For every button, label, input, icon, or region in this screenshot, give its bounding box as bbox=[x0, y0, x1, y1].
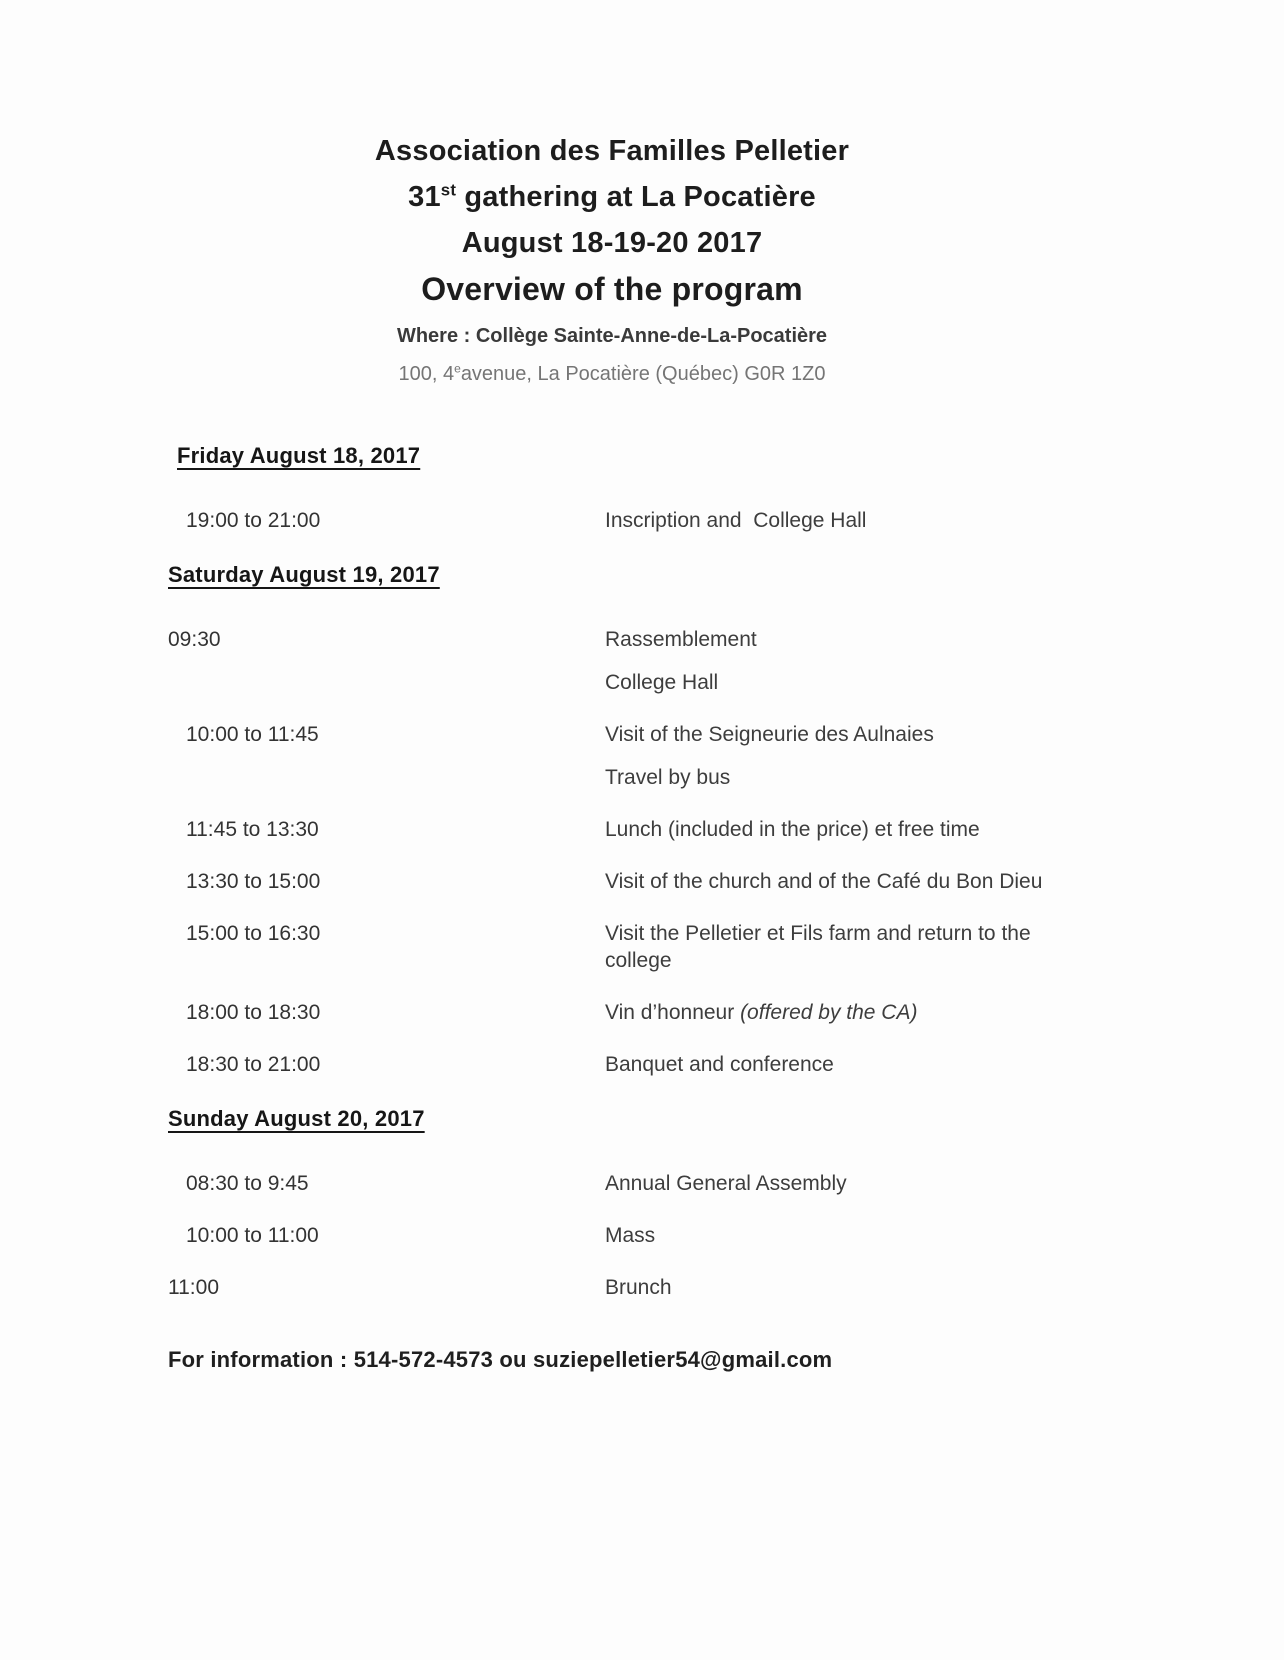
schedule-row bbox=[168, 1274, 1108, 1301]
event-text: Vin d’honneur bbox=[605, 1001, 741, 1024]
day-section bbox=[168, 561, 1108, 1078]
time-label: 11:00 bbox=[168, 1276, 219, 1299]
event-description-line: Visit the Pelletier et Fils farm and return to the college bbox=[605, 922, 1037, 972]
schedule-row bbox=[168, 1222, 1108, 1249]
event-description-line: Rassemblement bbox=[605, 628, 757, 651]
schedule-row bbox=[168, 721, 1108, 791]
address-number: 100, 4 bbox=[398, 363, 455, 385]
time-label: 10:00 to 11:00 bbox=[186, 1224, 319, 1247]
event-description bbox=[605, 999, 1055, 1026]
day-section bbox=[168, 1105, 1108, 1301]
day-header: Sunday August 20, 2017 bbox=[168, 1106, 425, 1131]
schedule-row bbox=[168, 507, 1108, 534]
schedule-row bbox=[168, 868, 1108, 895]
time-label: 13:30 to 15:00 bbox=[186, 870, 321, 893]
event-description bbox=[605, 1051, 1055, 1078]
day-rows bbox=[168, 507, 1108, 534]
address-ordinal: e bbox=[454, 361, 461, 376]
event-description-line: Banquet and conference bbox=[605, 1053, 834, 1076]
document-title-line2 bbox=[60, 174, 1164, 220]
time-label: 11:45 to 13:30 bbox=[186, 818, 319, 841]
time-label: 09:30 bbox=[168, 628, 221, 651]
schedule bbox=[168, 442, 1108, 1301]
venue-name-line: Where : Collège Sainte-Anne-de-La-Pocatière bbox=[396, 325, 828, 347]
document-subtitle: Overview of the program bbox=[421, 271, 803, 307]
time-label: 10:00 to 11:45 bbox=[186, 723, 319, 746]
event-description bbox=[605, 1222, 1055, 1249]
document-title-dates: August 18-19-20 2017 bbox=[461, 227, 763, 259]
event-description-line: Mass bbox=[605, 1224, 656, 1247]
day-section bbox=[168, 442, 1108, 534]
time-label: 15:00 to 16:30 bbox=[186, 922, 321, 945]
event-description-line: Visit of the church and of the Café du Bon Dieu bbox=[605, 870, 1043, 893]
time-label: 18:00 to 18:30 bbox=[186, 1001, 321, 1024]
day-rows bbox=[168, 626, 1108, 1078]
event-description-line: Visit of the Seigneurie des Aulnaies bbox=[605, 723, 934, 746]
event-description bbox=[605, 816, 1055, 843]
event-description bbox=[605, 1170, 1055, 1197]
day-header: Saturday August 19, 2017 bbox=[168, 562, 440, 587]
event-description bbox=[605, 868, 1055, 895]
schedule-row bbox=[168, 626, 1108, 696]
schedule-row bbox=[168, 816, 1108, 843]
event-description bbox=[605, 721, 1055, 791]
title-block bbox=[60, 0, 1164, 386]
contact-info-line: For information : 514-572-4573 ou suziepelletier54@gmail.com bbox=[168, 1347, 833, 1372]
event-note-italic: (offered by the CA) bbox=[740, 1001, 918, 1024]
event-description-line: Annual General Assembly bbox=[605, 1172, 847, 1195]
time-label: 18:30 to 21:00 bbox=[186, 1053, 321, 1076]
schedule-row bbox=[168, 999, 1108, 1026]
day-header: Friday August 18, 2017 bbox=[177, 443, 421, 468]
schedule-row bbox=[168, 920, 1108, 974]
event-description-line bbox=[605, 999, 1055, 1026]
gathering-number: 31 bbox=[408, 181, 441, 213]
event-description-line: Inscription and College Hall bbox=[605, 509, 867, 532]
event-description-line: Brunch bbox=[605, 1276, 672, 1299]
event-description bbox=[605, 920, 1055, 974]
venue-address-line bbox=[60, 362, 1164, 386]
time-label: 19:00 to 21:00 bbox=[186, 509, 321, 532]
event-description bbox=[605, 1274, 1055, 1301]
event-description-line: Lunch (included in the price) et free time bbox=[605, 818, 980, 841]
gathering-location-text: gathering at La Pocatière bbox=[456, 181, 816, 213]
day-rows bbox=[168, 1170, 1108, 1301]
ordinal-suffix: st bbox=[440, 180, 457, 200]
event-description-line: College Hall bbox=[605, 671, 719, 694]
event-description bbox=[605, 507, 1055, 534]
event-description-line: Travel by bus bbox=[605, 766, 731, 789]
address-rest: avenue, La Pocatière (Québec) G0R 1Z0 bbox=[460, 363, 826, 385]
schedule-row bbox=[168, 1170, 1108, 1197]
time-label: 08:30 to 9:45 bbox=[186, 1172, 309, 1195]
event-description bbox=[605, 626, 1055, 696]
schedule-row bbox=[168, 1051, 1108, 1078]
document-title-line1: Association des Familles Pelletier bbox=[374, 135, 850, 167]
